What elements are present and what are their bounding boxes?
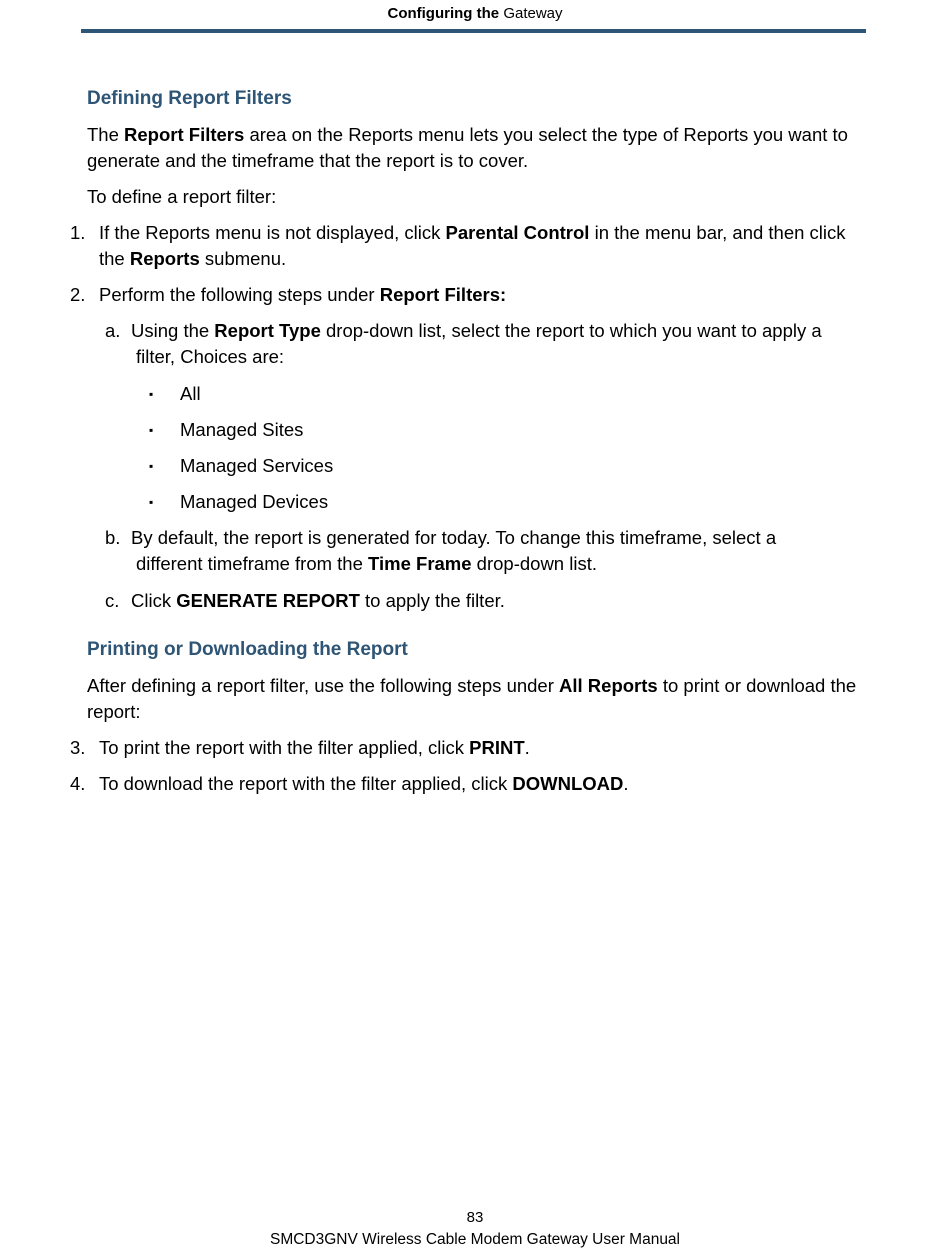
bold-run: Report Type (214, 320, 321, 341)
running-header-text: Gateway (503, 5, 563, 22)
substep-b-text (131, 525, 851, 577)
bold-run: All Reports (559, 675, 658, 696)
text-run: To print the report with the filter applied, click (99, 737, 470, 758)
running-header (0, 5, 950, 22)
bold-run: Parental Control (445, 222, 590, 243)
step-number: 1. (70, 222, 86, 243)
running-header-bold: Configuring the (387, 5, 500, 22)
text-run: to apply the filter. (359, 590, 505, 611)
section1-lead-paragraph: To define a report filter: (87, 186, 277, 207)
bold-run: Reports (129, 248, 200, 269)
substep-c-text (131, 588, 851, 614)
substep-letter: c. (105, 590, 120, 611)
text-run: Perform the following steps under (99, 284, 380, 305)
bold-run: Report Filters (124, 124, 245, 145)
text-run: drop-down list, select the report to which you want to apply a (320, 320, 822, 341)
text-run: By default, the report is generated for today. To change this timeframe, select a (131, 527, 777, 548)
footer-manual-title: SMCD3GNV Wireless Cable Modem Gateway User Manual (269, 1231, 681, 1248)
text-run: Click (131, 590, 177, 611)
section-heading-printing-or-downloading: Printing or Downloading the Report (87, 639, 408, 660)
substep-a-text (131, 318, 851, 370)
bullet-icon: ▪ (149, 423, 154, 437)
section2-intro-paragraph (87, 673, 867, 725)
bold-run: GENERATE REPORT (176, 590, 360, 611)
text-run: to print or download the report: (87, 675, 857, 722)
bold-run: DOWNLOAD (512, 773, 624, 794)
step-2-text (99, 282, 859, 308)
step-1-text (99, 220, 859, 272)
step-number: 3. (70, 737, 86, 758)
step-number: 2. (70, 284, 86, 305)
substep-letter: a. (105, 320, 121, 341)
text-run: . (524, 737, 530, 758)
text-run: in the menu bar, and then click the (99, 222, 846, 269)
bold-run: Time Frame (368, 553, 472, 574)
step-4-text (99, 771, 859, 797)
bullet-icon: ▪ (149, 495, 154, 509)
text-run: The (87, 124, 125, 145)
list-item: Managed Sites (180, 419, 304, 440)
bold-run: Report Filters: (379, 284, 507, 305)
text-run: If the Reports menu is not displayed, click (99, 222, 446, 243)
text-run: filter, Choices are: (136, 346, 285, 367)
list-item: Managed Services (180, 455, 334, 476)
text-line (131, 551, 851, 577)
text-run: Using the (131, 320, 215, 341)
text-run: different timeframe from the (136, 553, 369, 574)
list-item: Managed Devices (180, 491, 329, 512)
list-item: All (180, 383, 201, 404)
bullet-icon: ▪ (149, 387, 154, 401)
text-run: After defining a report filter, use the following steps under (87, 675, 560, 696)
bullet-icon: ▪ (149, 459, 154, 473)
text-run: area on the Reports menu lets you select the type of Reports you want to generate and the timeframe that the report is to cover. (87, 124, 848, 171)
step-3-text (99, 735, 859, 761)
header-rule (81, 29, 866, 33)
bold-run: PRINT (469, 737, 525, 758)
section-heading-defining-report-filters: Defining Report Filters (87, 88, 292, 109)
page-number: 83 (466, 1209, 484, 1226)
text-run: drop-down list. (471, 553, 597, 574)
text-run: . (623, 773, 629, 794)
text-run: To download the report with the filter applied, click (99, 773, 513, 794)
section1-intro-paragraph (87, 122, 867, 174)
step-number: 4. (70, 773, 86, 794)
text-run: submenu. (199, 248, 287, 269)
substep-letter: b. (105, 527, 121, 548)
